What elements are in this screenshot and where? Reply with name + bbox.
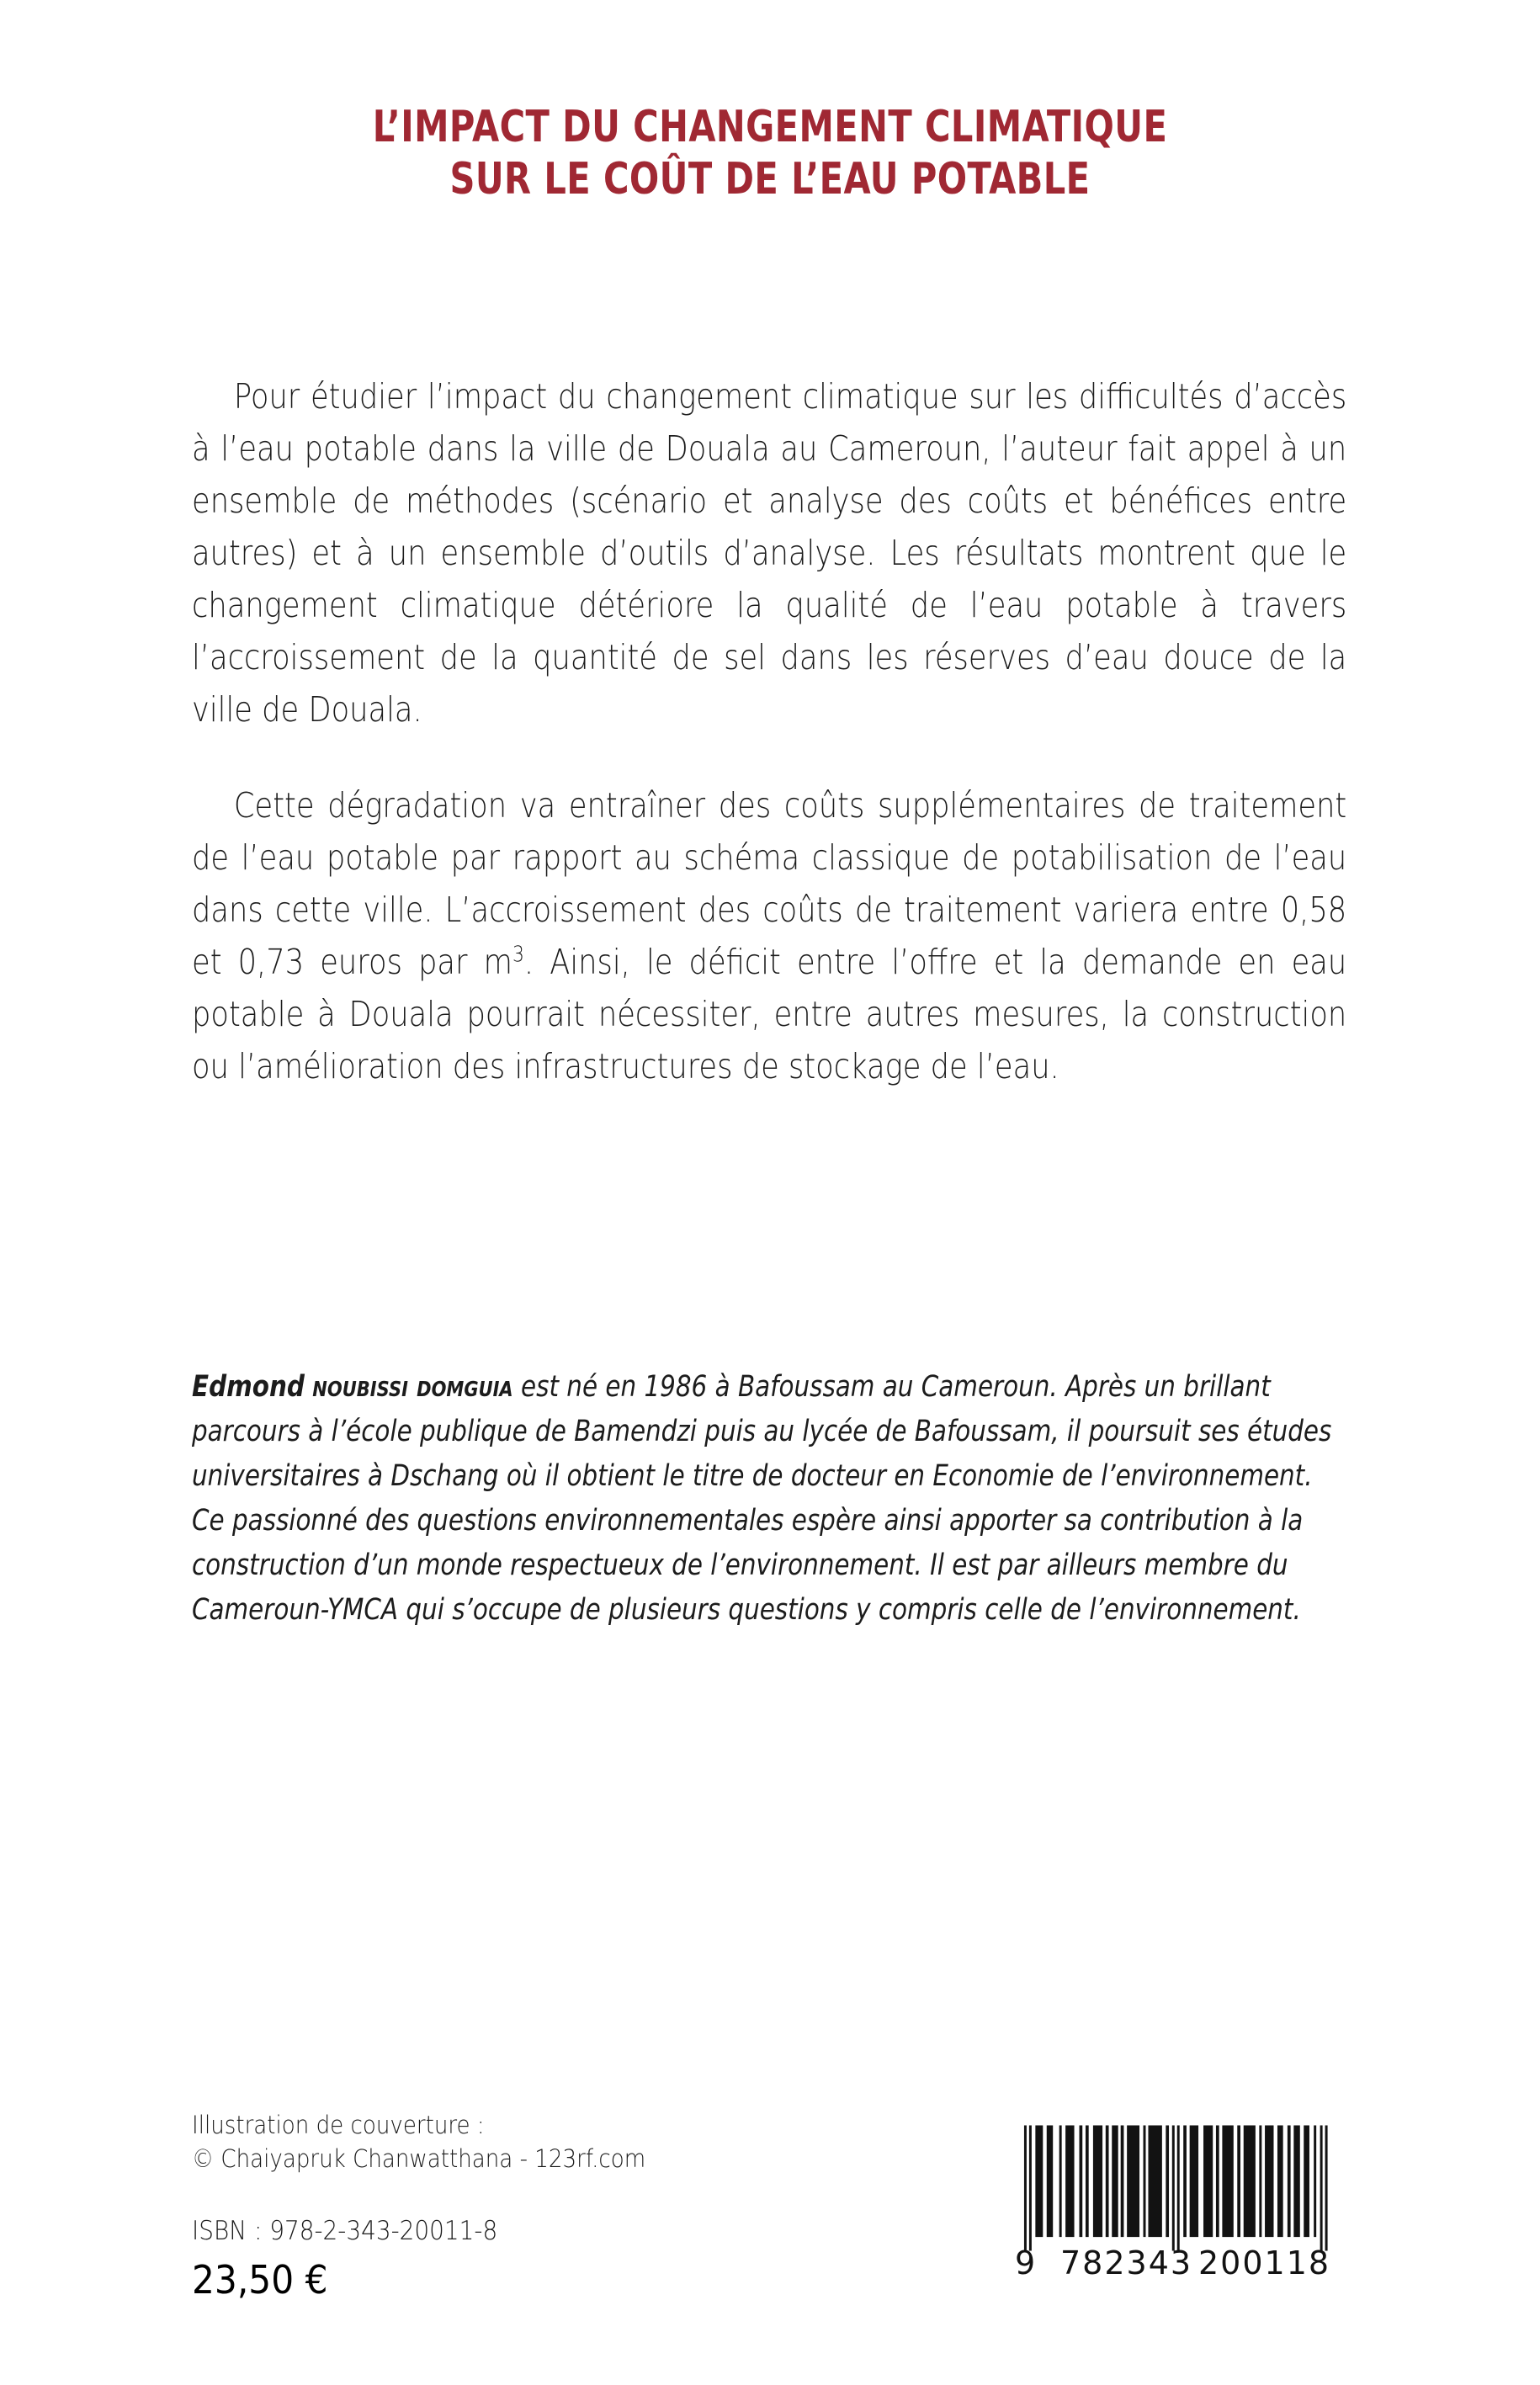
author-bio-paragraph xyxy=(192,1365,1346,1633)
footer-metadata xyxy=(192,2108,831,2303)
price-text: 23,50 € xyxy=(192,2257,328,2303)
barcode-human-readable xyxy=(1017,2245,1336,2281)
blurb-paragraph-2-text-part-2: . Ainsi, le déficit entre l’offre et la demande en eau potable à Douala pourrait nécessiter, entre autres mesures, la construction ou l’amélioration des infrastructures de stockage de l’eau. xyxy=(192,942,1347,1086)
barcode-lead-digit: 9 xyxy=(1015,2244,1036,2281)
author-bio-text: est né en 1986 à Bafoussam au Cameroun. Après un brillant parcours à l’école publique de Bamendzi puis au lycée de Bafoussam, il poursuit ses études universitaires à Dschang où il obtient le titre de docteur en Economie de l’environnement. Ce passionné des questions environnementales espère ainsi apporter sa contribution à la construction d’un monde respectueux de l’environnement. Il est par ailleurs membre du Cameroun-YMCA qui s’occupe de plusieurs questions y compris celle de l’environnement. xyxy=(192,1370,1332,1627)
author-first-name: Edmond xyxy=(192,1370,305,1404)
isbn-text: ISBN : 978-2-343-20011-8 xyxy=(192,2216,498,2246)
blurb-paragraph-2-text-part-1: Cette dégradation va entraîner des coûts supplémentaires de traitement de l’eau potable par rapport au schéma classique de potabilisation de l’eau dans cette ville. L’accroissement des coûts de traitement variera entre 0,58 et 0,73 euros par m xyxy=(192,785,1347,982)
book-title xyxy=(0,101,1540,205)
author-last-name: noubissi domguia xyxy=(312,1370,513,1404)
book-title-line-2: SUR LE COÛT DE L’EAU POTABLE xyxy=(449,154,1091,205)
blurb-paragraph-1-text: Pour étudier l’impact du changement climatique sur les difficultés d’accès à l’eau potable dans la ville de Douala au Cameroun, l’auteur fait appel à un ensemble de méthodes (scénario et analyse des coûts et bénéfices entre autres) et à un ensemble d’outils d’analyse. Les résultats montrent que le changement climatique détériore la qualité de l’eau potable à travers l’accroissement de la quantité de sel dans les réserves d’eau douce de la ville de Douala. xyxy=(192,376,1347,730)
cover-credit-label: Illustration de couverture : xyxy=(192,2111,485,2139)
book-title-line-1: L’IMPACT DU CHANGEMENT CLIMATIQUE xyxy=(372,102,1168,152)
cubic-metre-exponent: 3 xyxy=(512,941,524,967)
ean13-barcode xyxy=(1017,2104,1336,2281)
barcode-group-1: 782343 xyxy=(1060,2244,1193,2281)
author-bio-block xyxy=(192,1365,1346,1633)
barcode-group-2: 200118 xyxy=(1198,2244,1331,2281)
cover-credit-value: © Chaiyapruk Chanwatthana - 123rf.com xyxy=(192,2144,646,2173)
blurb-paragraph-2 xyxy=(192,779,1346,1092)
blurb-paragraph-1 xyxy=(192,370,1346,736)
back-cover-blurb xyxy=(192,370,1346,1092)
